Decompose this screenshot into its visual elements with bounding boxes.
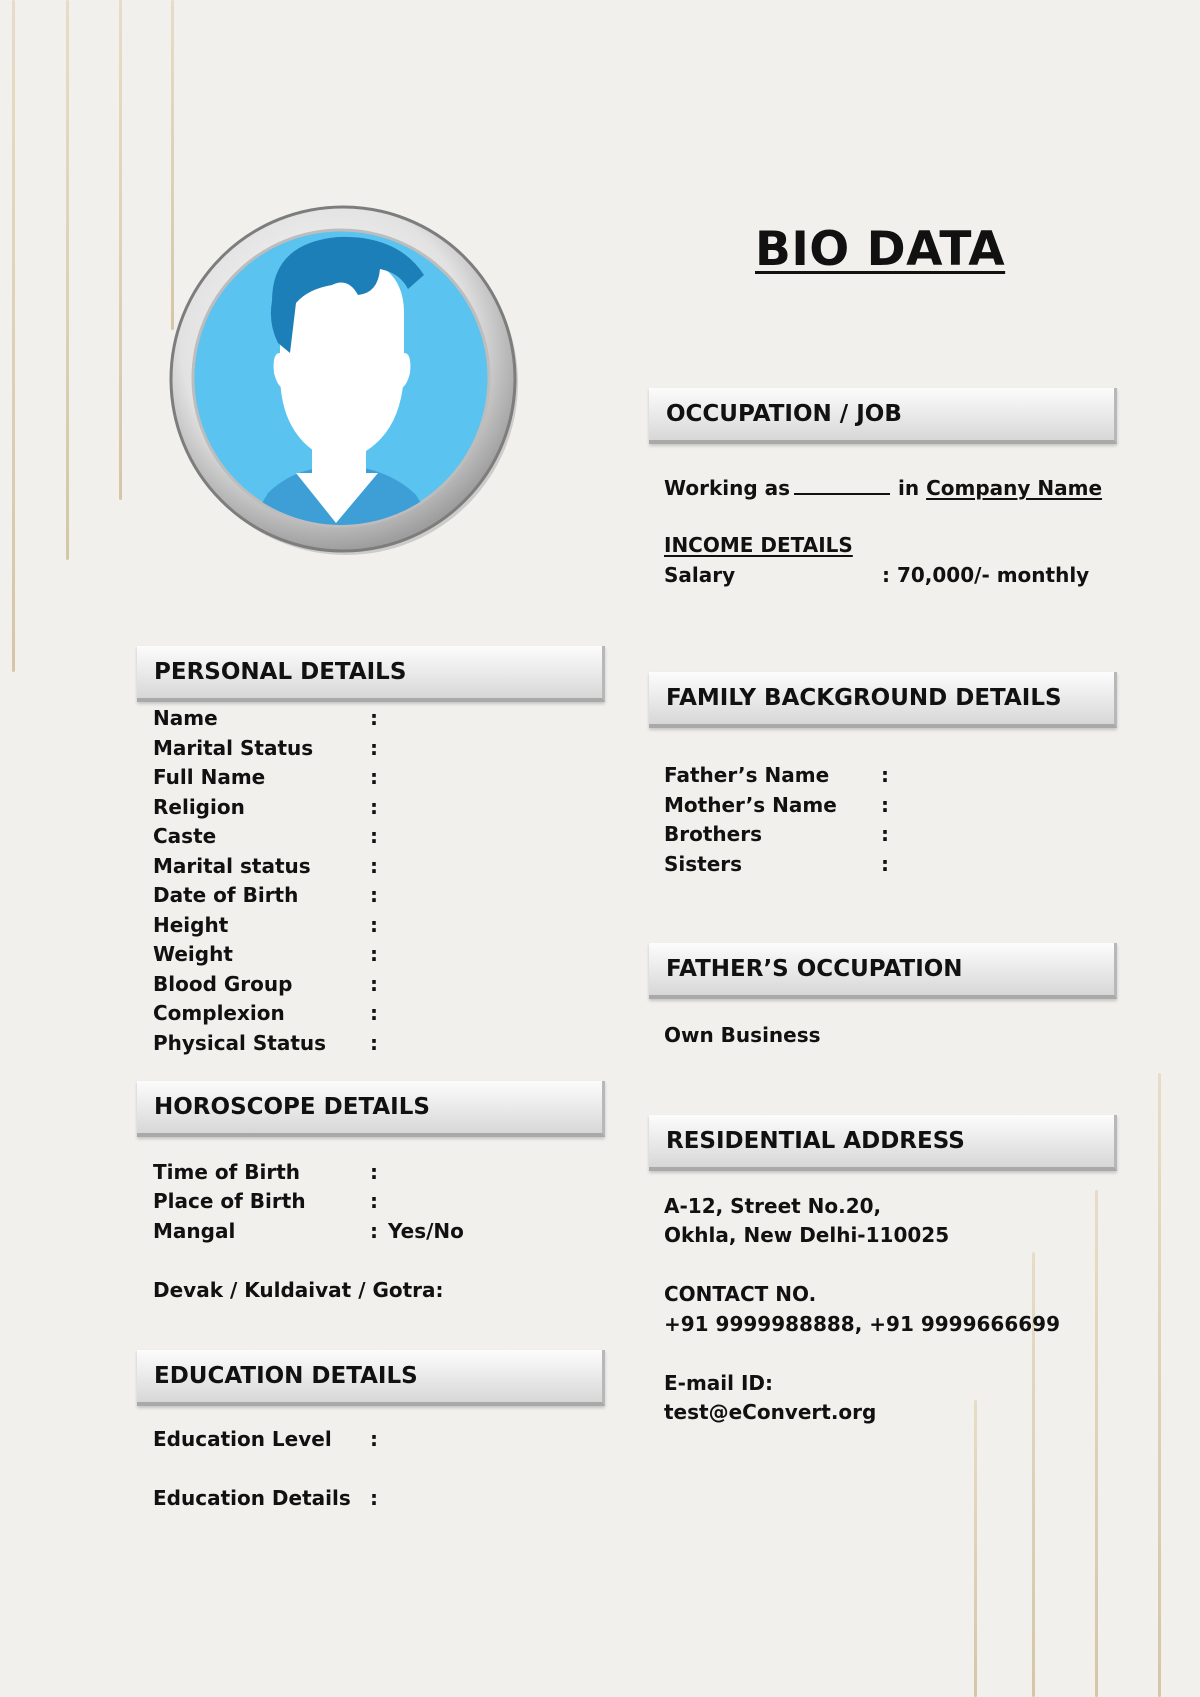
decorative-line bbox=[66, 0, 69, 560]
contact-label: CONTACT NO. bbox=[664, 1282, 817, 1306]
detail-colon: : bbox=[370, 736, 378, 760]
detail-label: Complexion bbox=[153, 1001, 285, 1025]
detail-colon: : bbox=[370, 1427, 378, 1451]
detail-colon: : bbox=[370, 1160, 378, 1184]
family-background-header: FAMILY BACKGROUND DETAILS bbox=[649, 672, 1117, 728]
working-as-label: Working as bbox=[664, 476, 791, 500]
detail-colon: : bbox=[370, 883, 378, 907]
salary-label: Salary bbox=[664, 563, 736, 587]
detail-colon: : bbox=[370, 942, 378, 966]
detail-colon: : bbox=[370, 1219, 378, 1243]
detail-label: Blood Group bbox=[153, 972, 293, 996]
detail-label: Mother’s Name bbox=[664, 793, 837, 817]
detail-label: Sisters bbox=[664, 852, 743, 876]
detail-colon: : bbox=[881, 852, 889, 876]
detail-label: Mangal bbox=[153, 1219, 236, 1243]
detail-colon: : bbox=[370, 1001, 378, 1025]
detail-label: Place of Birth bbox=[153, 1189, 306, 1213]
address-line-1: A-12, Street No.20, bbox=[664, 1194, 882, 1218]
detail-label: Physical Status bbox=[153, 1031, 327, 1055]
detail-colon: : bbox=[370, 795, 378, 819]
education-details-header: EDUCATION DETAILS bbox=[137, 1350, 605, 1406]
detail-colon: : bbox=[370, 765, 378, 789]
detail-label: Date of Birth bbox=[153, 883, 299, 907]
personal-details-header: PERSONAL DETAILS bbox=[137, 646, 605, 702]
detail-label: Marital Status bbox=[153, 736, 314, 760]
detail-colon: : bbox=[370, 1486, 378, 1510]
working-as-line bbox=[664, 475, 1102, 500]
detail-colon: : bbox=[881, 793, 889, 817]
detail-label: Brothers bbox=[664, 822, 762, 846]
detail-label: Weight bbox=[153, 942, 233, 966]
detail-label: Height bbox=[153, 913, 229, 937]
working-in-label: in bbox=[898, 476, 920, 500]
detail-colon: : bbox=[370, 706, 378, 730]
company-name: Company Name bbox=[926, 476, 1103, 500]
detail-colon: : bbox=[881, 822, 889, 846]
detail-label: Full Name bbox=[153, 765, 266, 789]
decorative-line bbox=[974, 1400, 977, 1697]
fathers-occupation-header: FATHER’S OCCUPATION bbox=[649, 943, 1117, 999]
decorative-line bbox=[1158, 1073, 1161, 1697]
detail-colon: : bbox=[370, 972, 378, 996]
detail-label: Time of Birth bbox=[153, 1160, 301, 1184]
salary-value: : 70,000/- monthly bbox=[882, 563, 1090, 587]
detail-colon: : bbox=[370, 854, 378, 878]
email-label: E-mail ID: bbox=[664, 1371, 774, 1395]
page-title: BIO DATA bbox=[755, 222, 1006, 277]
detail-label: Caste bbox=[153, 824, 217, 848]
detail-colon: : bbox=[370, 1031, 378, 1055]
occupation-header: OCCUPATION / JOB bbox=[649, 388, 1117, 444]
detail-value: Yes/No bbox=[388, 1219, 464, 1243]
decorative-line bbox=[1095, 1190, 1098, 1697]
detail-label: Marital status bbox=[153, 854, 311, 878]
detail-label: Father’s Name bbox=[664, 763, 830, 787]
fathers-occupation-value: Own Business bbox=[664, 1023, 821, 1047]
detail-colon: : bbox=[370, 1189, 378, 1213]
gotra-label: Devak / Kuldaivat / Gotra: bbox=[153, 1278, 444, 1302]
residential-address-header: RESIDENTIAL ADDRESS bbox=[649, 1115, 1117, 1171]
profile-photo bbox=[168, 203, 520, 555]
detail-label: Education Details bbox=[153, 1486, 351, 1510]
decorative-line bbox=[12, 0, 15, 672]
detail-label: Religion bbox=[153, 795, 245, 819]
detail-colon: : bbox=[370, 824, 378, 848]
detail-colon: : bbox=[881, 763, 889, 787]
decorative-line bbox=[119, 0, 122, 500]
email-value: test@eConvert.org bbox=[664, 1400, 877, 1424]
income-details-heading: INCOME DETAILS bbox=[664, 533, 853, 557]
detail-label: Education Level bbox=[153, 1427, 332, 1451]
address-line-2: Okhla, New Delhi-110025 bbox=[664, 1223, 950, 1247]
horoscope-details-header: HOROSCOPE DETAILS bbox=[137, 1081, 605, 1137]
contact-numbers: +91 9999988888, +91 9999666699 bbox=[664, 1312, 1060, 1336]
detail-colon: : bbox=[370, 913, 378, 937]
job-title-blank bbox=[794, 475, 890, 495]
detail-label: Name bbox=[153, 706, 218, 730]
